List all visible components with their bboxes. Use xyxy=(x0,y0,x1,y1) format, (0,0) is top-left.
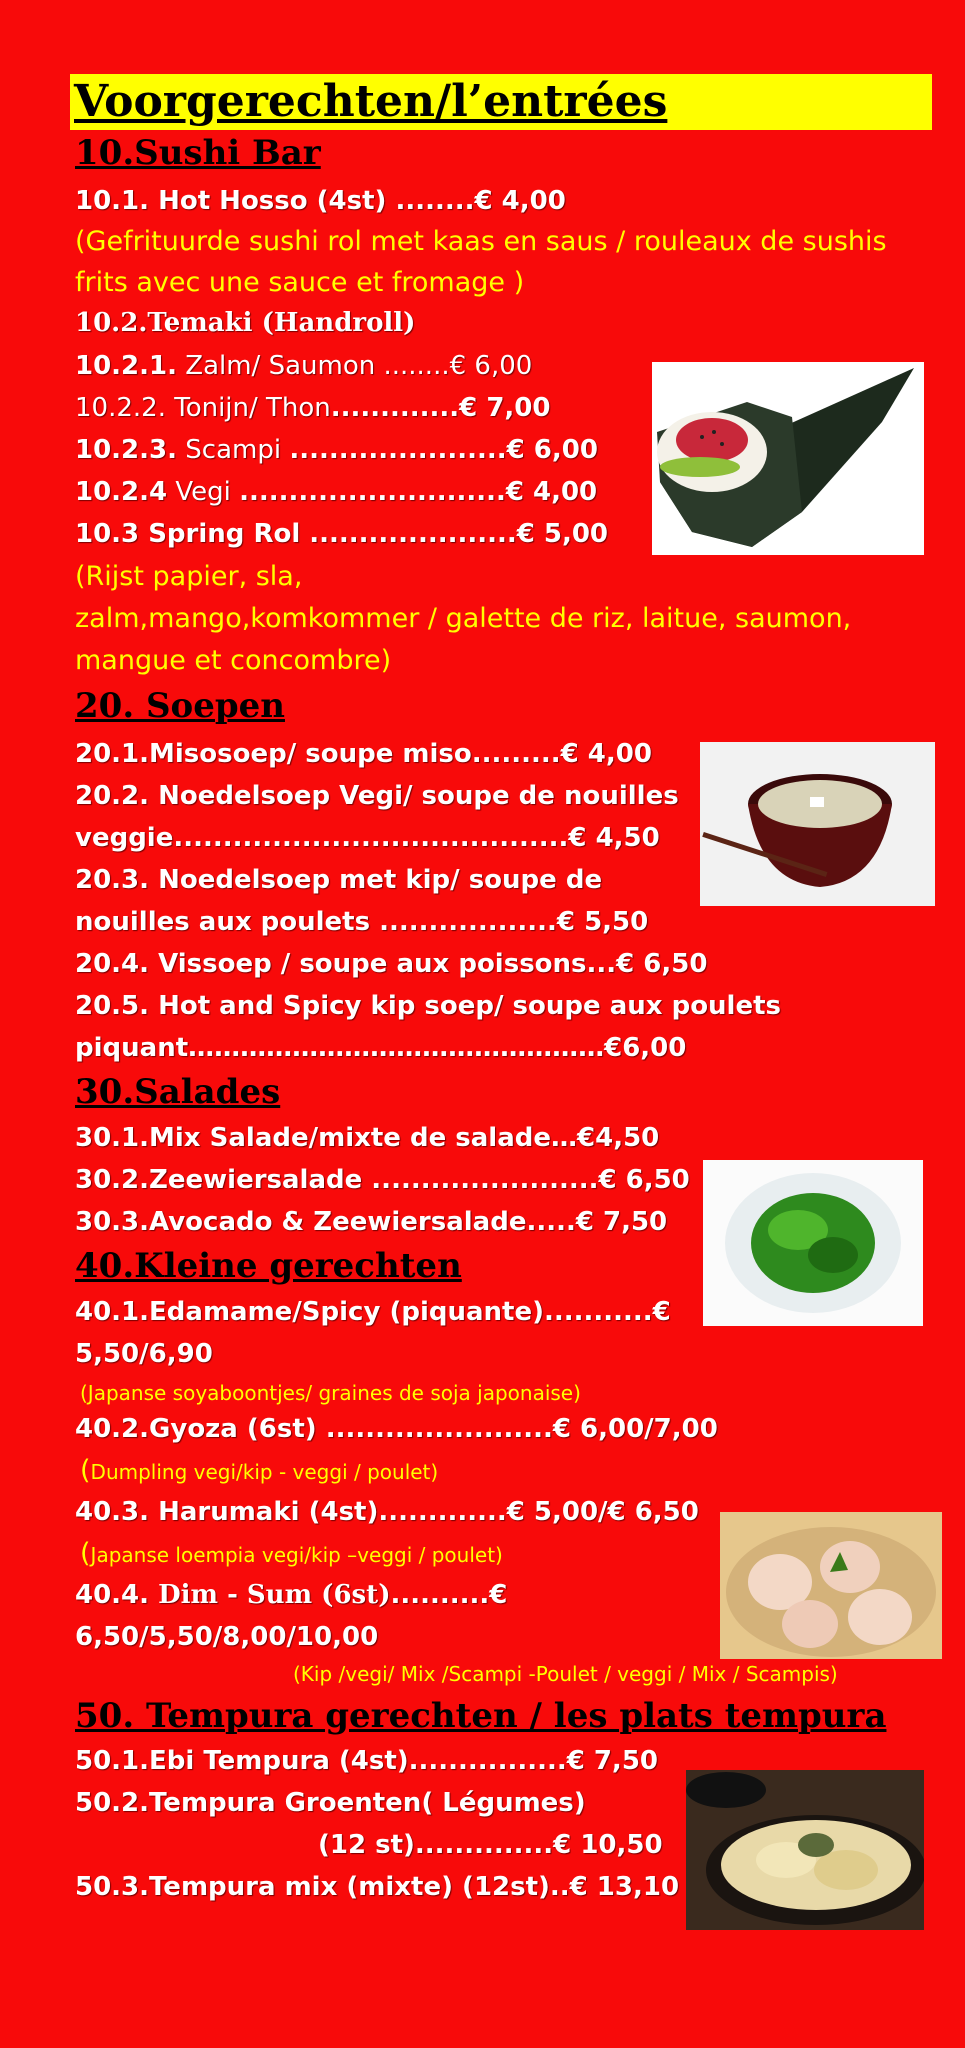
menu-item-scampi xyxy=(75,435,598,465)
menu-item-noedelsoep-vegi: 20.2. Noedelsoep Vegi/ soupe de nouilles xyxy=(75,781,679,811)
spring-rol-description-line-3: mangue et concombre) xyxy=(75,645,392,676)
menu-item-gyoza: 40.2.Gyoza (6st) .......................€ 6,00/7,00 xyxy=(75,1414,718,1444)
dim-sum-photo xyxy=(720,1512,942,1659)
menu-item-noedelsoep-kip: 20.3. Noedelsoep met kip/ soupe de xyxy=(75,865,603,895)
vegi-number: 10.2.4 xyxy=(75,477,168,507)
hot-hosso-description-line-2: frits avec une sauce et fromage ) xyxy=(75,267,525,298)
section-title-kleine-gerechten: 40.Kleine gerechten xyxy=(75,1246,462,1286)
header-banner xyxy=(70,74,932,130)
miso-soup-photo xyxy=(700,742,935,906)
menu-item-avocado-zeewiersalade: 30.3.Avocado & Zeewiersalade.....€ 7,50 xyxy=(75,1207,668,1237)
menu-item-hot-hosso: 10.1. Hot Hosso (4st) ........€ 4,00 xyxy=(75,186,566,216)
section-title-soepen: 20. Soepen xyxy=(75,686,285,726)
gyoza-description-text: Dumpling vegi/kip - veggi / poulet) xyxy=(90,1460,439,1484)
harumaki-description xyxy=(80,1538,503,1569)
menu-item-ebi-tempura: 50.1.Ebi Tempura (4st)................€ 7,50 xyxy=(75,1746,658,1776)
menu-item-spring-rol: 10.3 Spring Rol .....................€ 5,00 xyxy=(75,519,608,549)
section-title-sushi-bar: 10.Sushi Bar xyxy=(75,133,321,173)
menu-item-dim-sum xyxy=(75,1580,507,1610)
spring-rol-description-line-2: zalm,mango,komkommer / galette de riz, laitue, saumon, xyxy=(75,603,852,634)
menu-item-noedelsoep-vegi-price: veggie........................................€ 4,50 xyxy=(75,823,660,853)
scampi-number: 10.2.3. xyxy=(75,435,177,465)
seaweed-salad-photo xyxy=(703,1160,923,1326)
menu-item-temaki xyxy=(75,308,415,338)
menu-item-vegi xyxy=(75,477,597,507)
menu-item-tempura-groenten-price: (12 st)..............€ 10,50 xyxy=(318,1830,663,1860)
menu-item-harumaki: 40.3. Harumaki (4st).............€ 5,00/€ 6,50 xyxy=(75,1497,699,1527)
zalm-text: Zalm/ Saumon ........€ 6,00 xyxy=(177,351,533,381)
menu-item-noedelsoep-kip-price: nouilles aux poulets ..................€ 5,50 xyxy=(75,907,649,937)
dim-sum-name: Dim - Sum (6st) xyxy=(158,1580,391,1610)
menu-item-mix-salade: 30.1.Mix Salade/mixte de salade…€4,50 xyxy=(75,1123,660,1153)
menu-item-hot-spicy-soep-price: piquant…………………………………………€6,00 xyxy=(75,1033,687,1063)
harumaki-description-paren: ( xyxy=(80,1538,91,1569)
vegi-text: Vegi xyxy=(167,477,240,507)
gyoza-description xyxy=(80,1455,438,1486)
gyoza-description-paren: ( xyxy=(80,1455,91,1486)
menu-item-hot-spicy-soep: 20.5. Hot and Spicy kip soep/ soupe aux poulets xyxy=(75,991,782,1021)
page-title: Voorgerechten/l’entrées xyxy=(74,76,668,127)
section-title-tempura: 50. Tempura gerechten / les plats tempura xyxy=(75,1696,887,1736)
tonijn-price: .............€ 7,00 xyxy=(330,393,551,423)
dim-sum-description: (Kip /vegi/ Mix /Scampi -Poulet / veggi / Mix / Scampis) xyxy=(293,1662,838,1686)
hot-hosso-description-line-1: (Gefrituurde sushi rol met kaas en saus / rouleaux de sushis xyxy=(75,226,887,257)
menu-item-dim-sum-price: 6,50/5,50/8,00/10,00 xyxy=(75,1622,379,1652)
dim-sum-dots: ..........€ xyxy=(390,1580,508,1610)
tempura-photo xyxy=(686,1770,924,1930)
menu-item-edamame-price: 5,50/6,90 xyxy=(75,1339,213,1369)
zalm-number: 10.2.1. xyxy=(75,351,177,381)
tonijn-text: 10.2.2. Tonijn/ Thon xyxy=(75,393,331,423)
menu-item-vissoep: 20.4. Vissoep / soupe aux poissons...€ 6,50 xyxy=(75,949,708,979)
temaki-label: 10.2.Temaki (Handroll) xyxy=(75,308,416,338)
dim-sum-number: 40.4. xyxy=(75,1580,159,1610)
menu-item-edamame: 40.1.Edamame/Spicy (piquante)...........€ xyxy=(75,1297,671,1327)
menu-item-tempura-mix: 50.3.Tempura mix (mixte) (12st)..€ 13,10 xyxy=(75,1872,680,1902)
menu-item-tempura-groenten: 50.2.Tempura Groenten( Légumes) xyxy=(75,1788,586,1818)
spring-rol-description-line-1: (Rijst papier, sla, xyxy=(75,561,303,592)
harumaki-description-text: Japanse loempia vegi/kip –veggi / poulet) xyxy=(90,1543,503,1567)
menu-item-misosoep: 20.1.Misosoep/ soupe miso.........€ 4,00 xyxy=(75,739,652,769)
section-title-salades: 30.Salades xyxy=(75,1072,281,1112)
scampi-price: ......................€ 6,00 xyxy=(289,435,598,465)
scampi-text: Scampi xyxy=(177,435,290,465)
edamame-description: (Japanse soyaboontjes/ graines de soja japonaise) xyxy=(80,1381,581,1405)
menu-item-zalm xyxy=(75,351,532,381)
vegi-price: ...........................€ 4,00 xyxy=(239,477,598,507)
temaki-handroll-photo xyxy=(652,362,924,555)
menu-item-tonijn xyxy=(75,393,550,423)
menu-item-zeewiersalade: 30.2.Zeewiersalade .......................€ 6,50 xyxy=(75,1165,690,1195)
